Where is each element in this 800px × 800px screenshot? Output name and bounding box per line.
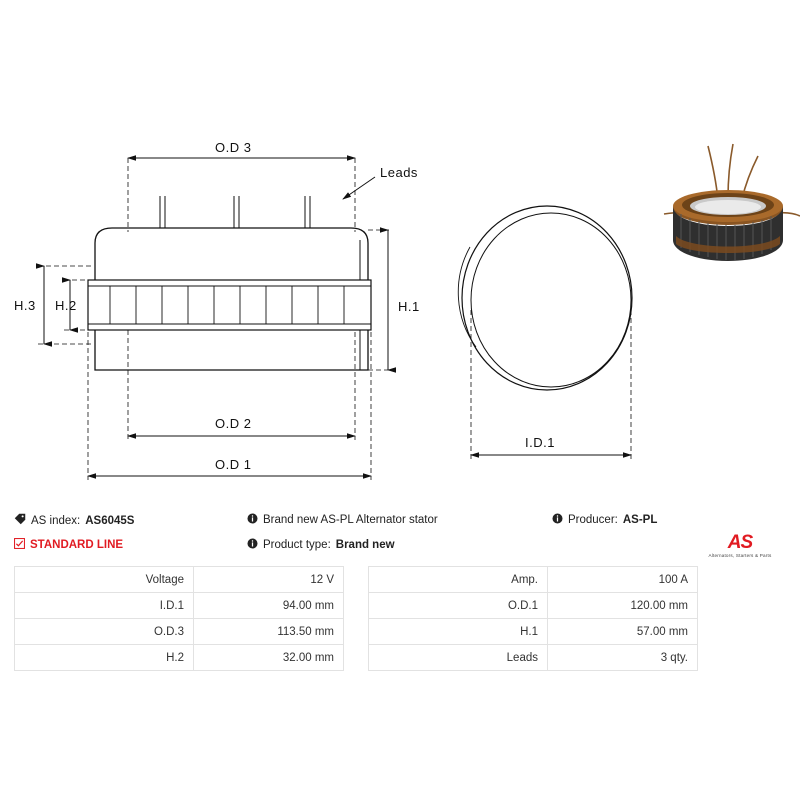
- brand-logo: [694, 533, 786, 558]
- spec-key: Leads: [369, 645, 548, 671]
- info-block: [0, 505, 800, 565]
- product-type-label: Product type:: [263, 539, 331, 551]
- spec-table-right: [368, 566, 698, 671]
- spec-table-left: [14, 566, 344, 671]
- spec-value: 57.00 mm: [548, 619, 698, 645]
- spec-value: 94.00 mm: [194, 593, 344, 619]
- check-square-icon: [14, 538, 25, 552]
- table-divider: [352, 566, 360, 671]
- label-h3: H.3: [14, 298, 36, 313]
- front-view: [458, 206, 632, 394]
- spec-value: 3 qty.: [548, 645, 698, 671]
- as-index-row: [14, 513, 134, 528]
- spec-value: 12 V: [194, 567, 344, 593]
- label-leads: Leads: [380, 165, 418, 180]
- product-photo: [664, 144, 800, 261]
- spec-value: 32.00 mm: [194, 645, 344, 671]
- info-circle-icon: [247, 513, 258, 527]
- label-h2: H.2: [55, 298, 77, 313]
- spec-key: O.D.1: [369, 593, 548, 619]
- description-row: [247, 513, 438, 527]
- standard-line-label: STANDARD LINE: [30, 539, 124, 551]
- brand-logo-name: AS: [727, 532, 753, 553]
- label-od2: O.D 2: [215, 416, 252, 431]
- label-h1: H.1: [398, 299, 420, 314]
- description-text: Brand new AS-PL Alternator stator: [263, 514, 438, 526]
- spec-key: I.D.1: [15, 593, 194, 619]
- label-od1: O.D 1: [215, 457, 252, 472]
- spec-key: H.2: [15, 645, 194, 671]
- product-type-value: Brand new: [335, 539, 395, 551]
- spec-value: 113.50 mm: [194, 619, 344, 645]
- spec-key: Voltage: [15, 567, 194, 593]
- producer-value: AS-PL: [622, 514, 658, 526]
- table-row: [369, 567, 698, 593]
- producer-row: [552, 513, 657, 527]
- spec-tables: [14, 566, 786, 671]
- producer-label: Producer:: [568, 514, 618, 526]
- spec-value: 120.00 mm: [548, 593, 698, 619]
- as-index-value: AS6045S: [85, 514, 135, 527]
- tag-icon: [14, 513, 26, 528]
- table-row: [369, 645, 698, 671]
- info-circle-icon: [247, 538, 258, 552]
- product-type-row: [247, 538, 395, 552]
- spec-key: O.D.3: [15, 619, 194, 645]
- table-row: [369, 593, 698, 619]
- label-od3: O.D 3: [215, 140, 252, 155]
- label-id1: I.D.1: [525, 435, 555, 450]
- brand-logo-tagline: Alternators, Starters & Parts: [708, 553, 772, 558]
- table-row: [15, 645, 344, 671]
- table-row: [15, 567, 344, 593]
- table-row: [369, 619, 698, 645]
- info-circle-icon: [552, 513, 563, 527]
- spec-key: Amp.: [369, 567, 548, 593]
- as-index-label: AS index:: [31, 514, 81, 527]
- spec-key: H.1: [369, 619, 548, 645]
- table-row: [15, 593, 344, 619]
- standard-line-row: [14, 538, 123, 552]
- side-view: [88, 177, 375, 370]
- spec-value: 100 A: [548, 567, 698, 593]
- table-row: [15, 619, 344, 645]
